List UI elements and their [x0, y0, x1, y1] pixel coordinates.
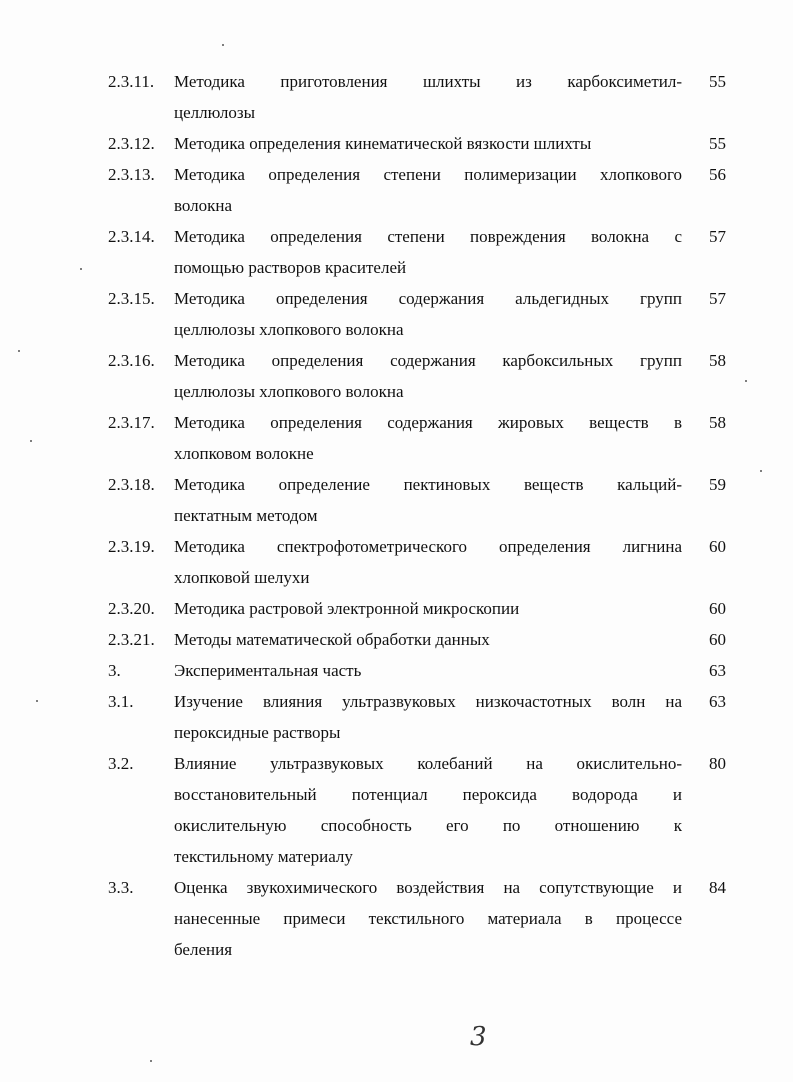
toc-entry-number: 3. — [108, 661, 121, 680]
toc-entry-title-line: окислительную способность его по отношению к — [174, 816, 682, 835]
toc-entry-title-line: Методика определения содержания альдегидных групп — [174, 289, 682, 308]
toc-entry-title — [174, 283, 682, 345]
toc-entry-title-line: беления — [174, 940, 233, 959]
toc-entry-title — [174, 407, 682, 469]
toc-entry-title-line: Методика приготовления шлихты из карбоксиметил- — [174, 72, 682, 91]
scan-speck — [30, 440, 32, 442]
scan-speck — [222, 44, 224, 46]
toc-entry-title — [174, 872, 682, 965]
toc-entry — [108, 624, 734, 655]
toc-entry-title-line: волокна — [174, 196, 233, 215]
toc-entry-page: 60 — [709, 599, 726, 618]
toc-entry-page: 60 — [709, 537, 726, 556]
toc-entry — [108, 686, 734, 748]
toc-entry — [108, 531, 734, 593]
toc-entry-page: 57 — [709, 289, 726, 308]
toc-entry-title — [174, 593, 682, 624]
toc-entry-page: 57 — [709, 227, 726, 246]
toc-entry-number: 2.3.21. — [108, 630, 155, 649]
toc-entry-number: 2.3.15. — [108, 289, 155, 308]
toc-entry-title — [174, 748, 682, 872]
toc-entry-title-line: пероксидные растворы — [174, 723, 341, 742]
page-number: 3 — [470, 1022, 487, 1052]
toc-entry-title-line: нанесенные примеси текстильного материала в процессе — [174, 909, 682, 928]
toc-entry-title-line: Методика определения кинематической вязкости шлихты — [174, 134, 592, 153]
toc-entry-number: 2.3.20. — [108, 599, 155, 618]
toc-entry-title-line: Оценка звукохимического воздействия на сопутствующие и — [174, 878, 682, 897]
toc-entry-title-line: Методы математической обработки данных — [174, 630, 490, 649]
toc-entry-title — [174, 624, 682, 655]
toc-entry — [108, 66, 734, 128]
toc-entry-title-line: Методика определения степени полимеризации хлопкового — [174, 165, 682, 184]
toc-entry-title-line: Изучение влияния ультразвуковых низкочастотных волн на — [174, 692, 682, 711]
toc-entry-page: 56 — [709, 165, 726, 184]
toc-entry-title-line: хлопковом волокне — [174, 444, 314, 463]
toc-entry-number: 2.3.11. — [108, 72, 155, 91]
toc-entry-page: 60 — [709, 630, 726, 649]
toc-entry — [108, 283, 734, 345]
toc-entry-title-line: помощью растворов красителей — [174, 258, 407, 277]
scan-speck — [745, 380, 747, 382]
scan-speck — [760, 470, 762, 472]
toc-entry-number: 3.1. — [108, 692, 134, 711]
toc-entry-title-line: Методика растровой электронной микроскопии — [174, 599, 520, 618]
toc-entry-title-line: целлюлозы хлопкового волокна — [174, 382, 404, 401]
toc-entry-title — [174, 159, 682, 221]
toc-entry-number: 3.3. — [108, 878, 134, 897]
toc-entry-title-line: Методика определение пектиновых веществ кальций- — [174, 475, 682, 494]
toc-entry-title — [174, 221, 682, 283]
toc-entry-title-line: Экспериментальная часть — [174, 661, 362, 680]
toc-entry-title — [174, 469, 682, 531]
scan-speck — [150, 1060, 152, 1062]
toc-entry — [108, 345, 734, 407]
toc-entry-title — [174, 686, 682, 748]
toc-entry-title-line: текстильному материалу — [174, 847, 353, 866]
toc-entry-page: 63 — [709, 692, 726, 711]
toc-entry-page: 63 — [709, 661, 726, 680]
toc-entry-title-line: целлюлозы хлопкового волокна — [174, 320, 404, 339]
toc-entry-number: 2.3.12. — [108, 134, 155, 153]
toc-entry — [108, 748, 734, 872]
toc-entry-number: 2.3.16. — [108, 351, 155, 370]
toc-entry-page: 80 — [709, 754, 726, 773]
toc-entry-title-line: Методика определения содержания жировых веществ в — [174, 413, 682, 432]
toc-entry-title-line: пектатным методом — [174, 506, 318, 525]
toc-entry-title — [174, 66, 682, 128]
scan-speck — [80, 268, 82, 270]
toc-entry-title-line: Методика определения содержания карбоксильных групп — [174, 351, 682, 370]
toc-entry-title-line: целлюлозы — [174, 103, 256, 122]
scan-speck — [36, 700, 38, 702]
toc-entry-title-line: Методика определения степени повреждения волокна с — [174, 227, 682, 246]
toc-entry — [108, 593, 734, 624]
toc-entry-number: 2.3.17. — [108, 413, 155, 432]
toc-entry-page: 58 — [709, 413, 726, 432]
toc-entry-page: 84 — [709, 878, 726, 897]
scan-speck — [18, 350, 20, 352]
toc-entry — [108, 872, 734, 965]
toc-entry-title-line: Влияние ультразвуковых колебаний на окислительно- — [174, 754, 682, 773]
toc-entry-number: 2.3.19. — [108, 537, 155, 556]
toc-entry-title — [174, 128, 682, 159]
toc-entry — [108, 128, 734, 159]
toc-entry-number: 2.3.14. — [108, 227, 155, 246]
toc-entry-title — [174, 655, 682, 686]
toc-entry — [108, 469, 734, 531]
toc-entry-title-line: восстановительный потенциал пероксида водорода и — [174, 785, 682, 804]
toc-entry — [108, 655, 734, 686]
toc-entry-title-line: хлопковой шелухи — [174, 568, 310, 587]
toc-entry — [108, 159, 734, 221]
toc-entry-title — [174, 531, 682, 593]
toc-entry-number: 3.2. — [108, 754, 134, 773]
table-of-contents — [108, 66, 734, 965]
toc-entry — [108, 221, 734, 283]
toc-entry — [108, 407, 734, 469]
toc-entry-title-line: Методика спектрофотометрического определения лигнина — [174, 537, 682, 556]
toc-entry-page: 55 — [709, 72, 726, 91]
toc-entry-page: 59 — [709, 475, 726, 494]
toc-entry-title — [174, 345, 682, 407]
toc-entry-page: 55 — [709, 134, 726, 153]
toc-entry-number: 2.3.13. — [108, 165, 155, 184]
toc-entry-page: 58 — [709, 351, 726, 370]
toc-entry-number: 2.3.18. — [108, 475, 155, 494]
